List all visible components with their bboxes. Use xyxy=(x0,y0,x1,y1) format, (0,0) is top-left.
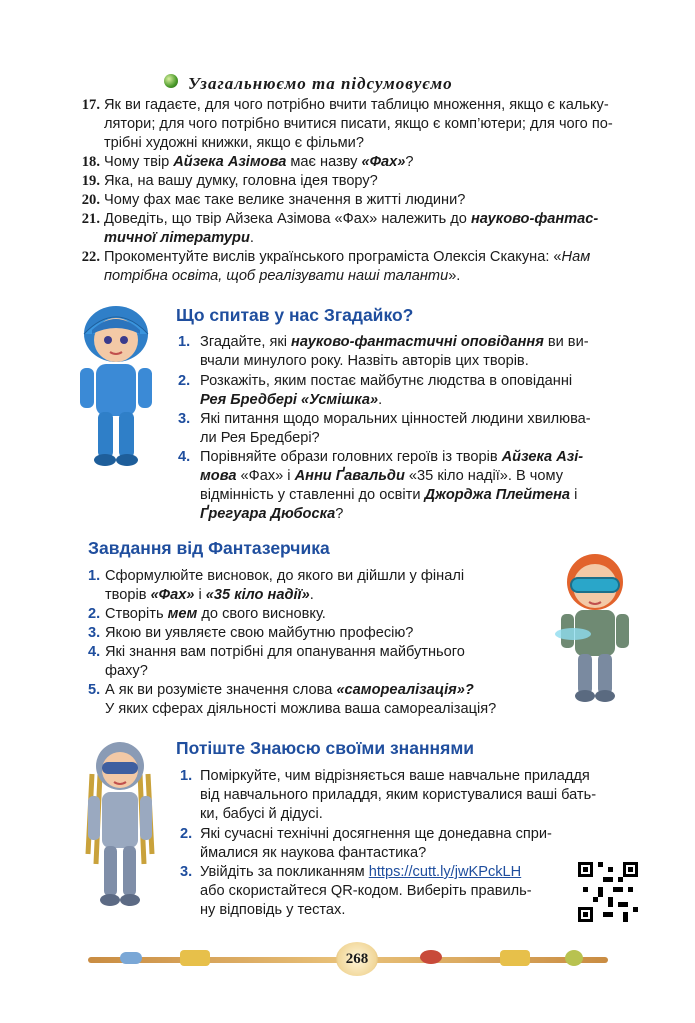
qr-code[interactable] xyxy=(578,862,638,922)
fantazerchyk-task-1: 1. Сформулюйте висновок, до якого ви дійшли у фіналі творів «Фах» і «35 кіло надії». xyxy=(88,568,465,603)
fantazerchyk-task-2: 2. Створіть мем до свого висновку. xyxy=(88,606,326,622)
zgadayko-character-illustration xyxy=(66,300,166,470)
znayusia-task-2: 2. Які сучасні технічні досягнення ще донедавна спри- ймалися як наукова фантастика? xyxy=(180,826,552,861)
question-20: 20. Чому фах має таке велике значення в житті людини? xyxy=(81,192,466,208)
znayusia-task-3: 3. Увійдіть за покликанням https://cutt.ly/jwKPckLH або скористайтеся QR-кодом. Виберіть правиль- ну відповідь у тестах. xyxy=(180,864,532,918)
fantazerchyk-task-3: 3. Якою ви уявляєте свою майбутню професію? xyxy=(88,625,414,641)
section-title-zgadayko: Що спитав у нас Згадайко? xyxy=(176,305,414,325)
question-18: 18. Чому твір Айзека Азімова має назву «Фах»? xyxy=(81,154,414,170)
zgadayko-task-3: 3. Які питання щодо моральних цінностей людини хвилюва- ли Рея Бредбері? xyxy=(178,411,591,446)
zgadayko-task-4: 4. Порівняйте образи головних героїв із творів Айзека Азі- мова «Фах» і Анни Ґавальди «35 кіло надії». В чому відмінність у ставленні до освіти Джорджа Плейтена і Ґрегуара Дюбоска? xyxy=(178,449,584,522)
cutt-ly-link[interactable]: https://cutt.ly/jwKPckLH xyxy=(368,864,522,880)
rose-ornament-icon xyxy=(420,950,442,964)
crown-ornament-icon xyxy=(500,950,530,966)
section-header: Узагальнюємо та підсумовуємо xyxy=(188,74,453,93)
zgadayko-task-2: 2. Розкажіть, яким постає майбутнє людства в оповіданні Рея Бредбері «Усмішка». xyxy=(178,373,573,408)
znayusia-task-1: 1. Поміркуйте, чим відрізняється ваше навчальне приладдя від навчального приладдя, яким користувалися ваші бать- ки, бабусі й дідусі. xyxy=(180,768,597,822)
znayusia-character-illustration xyxy=(70,734,170,914)
fantazerchyk-task-5: 5. А як ви розумієте значення слова «самореалізація»? У яких сферах діяльності можлива ваша самореалізація? xyxy=(88,682,497,717)
fantazerchyk-task-4: 4. Які знання вам потрібні для опанування майбутнього фаху? xyxy=(88,644,465,679)
zgadayko-task-1: 1. Згадайте, які науково-фантастичні оповідання ви ви- вчали минулого року. Назвіть авторів цих творів. xyxy=(178,334,589,369)
section-title-fantazerchyk: Завдання від Фантазерчика xyxy=(88,538,330,558)
question-19: 19. Яка, на вашу думку, головна ідея твору? xyxy=(81,173,378,189)
question-22: 22. Прокоментуйте вислів українського програміста Олексія Скакуна: «Нам потрібна освіта, щоб реалізувати наші таланти». xyxy=(81,249,591,284)
section-title-znayusia: Потіште Знаюсю своїми знаннями xyxy=(176,738,475,758)
car-ornament-icon xyxy=(120,952,142,964)
crown-ornament-icon xyxy=(180,950,210,966)
fantazerchyk-character-illustration xyxy=(545,548,645,708)
page-number: 268 xyxy=(336,942,378,976)
section-bullet-icon xyxy=(164,74,178,88)
beetle-ornament-icon xyxy=(565,950,583,966)
question-17: 17. Як ви гадаєте, для чого потрібно вчити таблицю множення, якщо є кальку- лятори; для чого потрібно вчитися писати, якщо є комп’ютери; для чого по- трібні художні книжки, якщо є фільми? xyxy=(81,97,613,151)
question-21: 21. Доведіть, що твір Айзека Азімова «Фах» належить до науково-фантас- тичної літератури. xyxy=(81,211,599,246)
